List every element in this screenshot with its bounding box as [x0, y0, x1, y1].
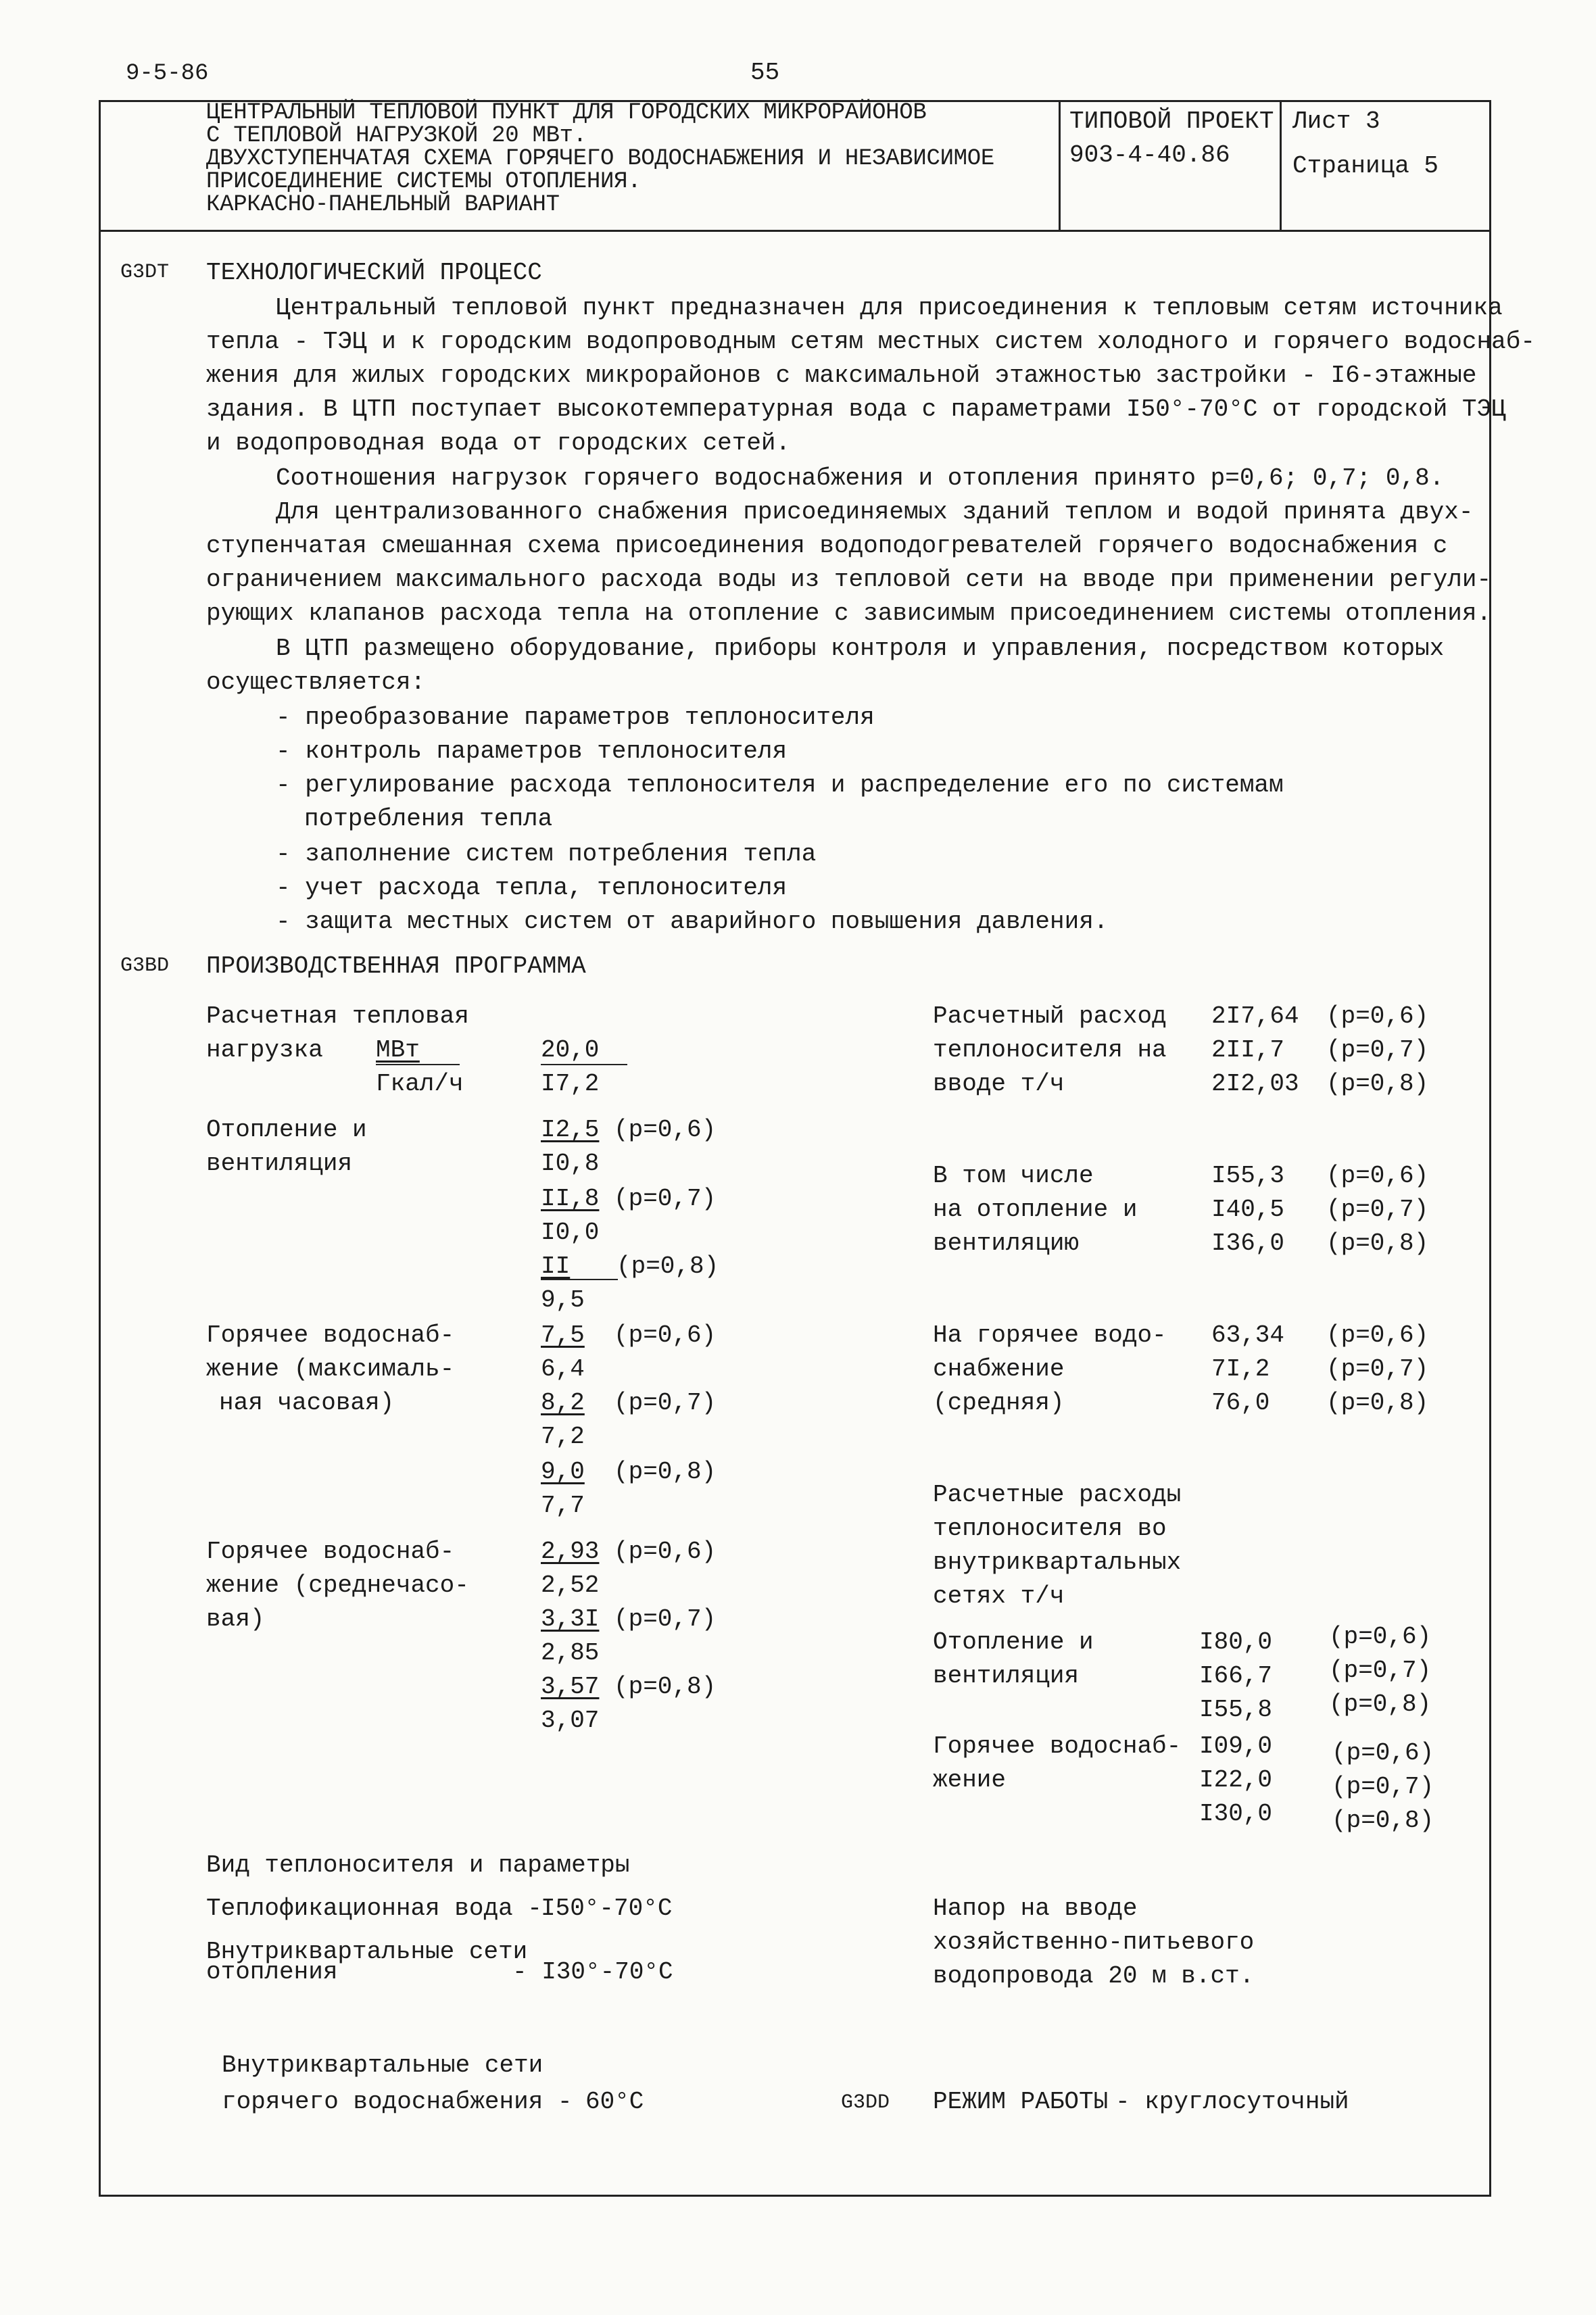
value-mw: 7,5	[541, 1321, 585, 1349]
q-hw-label: Горячее водоснаб-	[933, 1732, 1182, 1760]
title-block-separator	[1059, 100, 1061, 232]
project-label: ТИПОВОЙ ПРОЕКТ	[1069, 107, 1274, 135]
value-mw: 3,57	[541, 1673, 600, 1701]
project-number: 903-4-40.86	[1069, 141, 1230, 169]
ratio-p: (р=0,7)	[614, 1389, 717, 1417]
ratio-p: (р=0,6)	[1326, 1162, 1429, 1190]
q-hw-label: жение	[933, 1766, 1007, 1794]
ratio-p: (р=0,6)	[1326, 1002, 1429, 1030]
sheet-number: Лист 3	[1292, 107, 1380, 135]
title-line: С ТЕПЛОВОЙ НАГРУЗКОЙ 20 МВт.	[206, 123, 587, 149]
ratio-p: (р=0,6)	[614, 1538, 717, 1565]
list-item: - контроль параметров теплоносителя	[276, 737, 788, 765]
ratio-p: (р=0,7)	[1326, 1036, 1429, 1064]
paragraph-line: здания. В ЦТП поступает высокотемпературная вода с параметрами I50°-70°С от городской ТЭЦ	[206, 395, 1506, 423]
value-gcal: 6,4	[541, 1355, 585, 1383]
title-line: ПРИСОЕДИНЕНИЕ СИСТЕМЫ ОТОПЛЕНИЯ.	[206, 169, 642, 195]
heating-label: Отопление и	[206, 1116, 367, 1144]
ratio-p: (р=0,6)	[1332, 1739, 1434, 1767]
heating-label: вентиляция	[206, 1150, 353, 1177]
heating-flow-label: В том числе	[933, 1162, 1094, 1190]
value-gcal: 7,7	[541, 1492, 585, 1519]
value-mw: 9,0	[541, 1458, 585, 1486]
list-item: - защита местных систем от аварийного повышения давления.	[276, 908, 1109, 935]
title-line: ЦЕНТРАЛЬНЫЙ ТЕПЛОВОЙ ПУНКТ ДЛЯ ГОРОДСКИХ МИКРОРАЙОНОВ	[206, 100, 927, 126]
flow-value: I66,7	[1199, 1662, 1273, 1690]
hw-max-label: ная часовая)	[219, 1389, 395, 1417]
inner-heating-label: отопления	[206, 1958, 338, 1986]
district-water-value: I50°-70°С	[541, 1895, 673, 1922]
flow-value: I40,5	[1211, 1196, 1285, 1223]
heating-flow-label: вентиляцию	[933, 1229, 1080, 1257]
ratio-p: (р=0,6)	[1329, 1623, 1432, 1651]
flow-value: I55,3	[1211, 1162, 1285, 1190]
underline	[376, 1064, 460, 1065]
underline	[541, 1279, 618, 1280]
section-code: G3DT	[120, 261, 170, 284]
value-gcal: 2,85	[541, 1639, 600, 1667]
section-code: G3BD	[120, 954, 170, 977]
pressure-text: Напор на вводе	[933, 1895, 1138, 1922]
ratio-p: (р=0,6)	[614, 1116, 717, 1144]
ratio-p: (р=0,8)	[616, 1252, 719, 1280]
ratio-p: (р=0,7)	[1332, 1773, 1434, 1801]
hw-flow-label: снабжение	[933, 1355, 1065, 1383]
flow-value: 76,0	[1211, 1389, 1270, 1417]
paragraph-line: жения для жилых городских микрорайонов с максимальной этажностью застройки - I6-этажные	[206, 362, 1477, 389]
paragraph-line: В ЦТП размещено оборудование, приборы контроля и управления, посредством которых	[276, 635, 1445, 662]
flow-value: I22,0	[1199, 1766, 1273, 1794]
hw-avg-label: Горячее водоснаб-	[206, 1538, 455, 1565]
section-heading: ПРОИЗВОДСТВЕННАЯ ПРОГРАММА	[206, 952, 586, 980]
list-item: потребления тепла	[304, 805, 553, 833]
title-block-separator	[1280, 100, 1282, 232]
unit-gcal: Гкал/ч	[376, 1070, 464, 1098]
ratio-p: (р=0,7)	[1329, 1657, 1432, 1684]
paragraph-line: и водопроводная вода от городских сетей.	[206, 429, 791, 457]
flow-value: 7I,2	[1211, 1355, 1270, 1383]
title-block-title	[206, 101, 994, 216]
ratio-p: (р=0,7)	[614, 1605, 717, 1633]
ratio-p: (р=0,6)	[614, 1321, 717, 1349]
quarter-flow-label: Расчетные расходы	[933, 1481, 1182, 1509]
flow-value: I55,8	[1199, 1696, 1273, 1724]
title-block-divider	[99, 230, 1491, 232]
inner-hw-label: Внутриквартальные сети	[222, 2051, 543, 2079]
load-gcal-value: I7,2	[541, 1070, 600, 1098]
flow-value: I30,0	[1199, 1800, 1273, 1828]
paragraph-line: тепла - ТЭЦ и к городским водопроводным сетям местных систем холодного и горячего водоснаб-	[206, 328, 1535, 356]
inner-hw-label: горячего водоснабжения -	[222, 2088, 573, 2116]
quarter-flow-label: теплоносителя во	[933, 1515, 1167, 1542]
underline	[541, 1064, 627, 1065]
ratio-p: (р=0,7)	[1326, 1355, 1429, 1383]
load-label: нагрузка	[206, 1036, 323, 1064]
paragraph-line: Соотношения нагрузок горячего водоснабжения и отопления принято р=0,6; 0,7; 0,8.	[276, 464, 1445, 492]
list-item: - заполнение систем потребления тепла	[276, 840, 817, 868]
quarter-flow-label: внутриквартальных	[933, 1549, 1182, 1576]
value-gcal: I0,0	[541, 1219, 600, 1246]
flow-value: 63,34	[1211, 1321, 1285, 1349]
district-water-label: Теплофикационная вода -	[206, 1895, 542, 1922]
value-mw: I2,5	[541, 1116, 600, 1144]
quarter-flow-label: сетях т/ч	[933, 1582, 1065, 1610]
hw-max-label: Горячее водоснаб-	[206, 1321, 455, 1349]
value-mw: 8,2	[541, 1389, 585, 1417]
coolant-heading: Вид теплоносителя и параметры	[206, 1851, 630, 1879]
value-mw: 3,3I	[541, 1605, 600, 1633]
load-mw-value: 20,0	[541, 1036, 600, 1064]
flow-value: I80,0	[1199, 1628, 1273, 1656]
value-mw: II	[541, 1252, 571, 1280]
ratio-p: (р=0,8)	[1326, 1070, 1429, 1098]
title-line: КАРКАСНО-ПАНЕЛЬНЫЙ ВАРИАНТ	[206, 192, 560, 218]
heating-flow-label: на отопление и	[933, 1196, 1138, 1223]
load-label: Расчетная тепловая	[206, 1002, 469, 1030]
value-gcal: I0,8	[541, 1150, 600, 1177]
value-gcal: 7,2	[541, 1423, 585, 1451]
unit-mw: МВт	[376, 1036, 420, 1064]
list-item: - регулирование расхода теплоносителя и распределение его по системам	[276, 771, 1284, 799]
inlet-label: вводе т/ч	[933, 1070, 1065, 1098]
paragraph-line: ограничением максимального расхода воды из тепловой сети на вводе при применении регули-	[206, 566, 1492, 593]
hw-flow-label: (средняя)	[933, 1389, 1065, 1417]
section-heading: ТЕХНОЛОГИЧЕСКИЙ ПРОЦЕСС	[206, 259, 542, 287]
page-number: 55	[750, 59, 780, 87]
value-gcal: 3,07	[541, 1707, 600, 1734]
hw-avg-label: жение (среднечасо-	[206, 1571, 469, 1599]
hw-flow-label: На горячее водо-	[933, 1321, 1167, 1349]
flow-value: I09,0	[1199, 1732, 1273, 1760]
q-heating-label: Отопление и	[933, 1628, 1094, 1656]
document-code: 9-5-86	[126, 61, 209, 87]
paragraph-line: Центральный тепловой пункт предназначен для присоединения к тепловым сетям источника	[276, 294, 1503, 322]
value-mw: II,8	[541, 1185, 600, 1213]
ratio-p: (р=0,8)	[614, 1673, 717, 1701]
inner-heating-label: Внутриквартальные сети	[206, 1938, 528, 1966]
ratio-p: (р=0,8)	[614, 1458, 717, 1486]
title-line: ДВУХСТУПЕНЧАТАЯ СХЕМА ГОРЯЧЕГО ВОДОСНАБЖЕНИЯ И НЕЗАВИСИМОЕ	[206, 146, 994, 172]
flow-value: 2II,7	[1211, 1036, 1285, 1064]
value-mw: 2,93	[541, 1538, 600, 1565]
ratio-p: (р=0,8)	[1326, 1229, 1429, 1257]
ratio-p: (р=0,8)	[1332, 1807, 1434, 1834]
mode-label: РЕЖИМ РАБОТЫ	[933, 2088, 1109, 2116]
q-heating-label: вентиляция	[933, 1662, 1080, 1690]
pressure-text: водопровода 20 м в.ст.	[933, 1962, 1255, 1990]
section-code: G3DD	[841, 2091, 890, 2114]
value-gcal: 2,52	[541, 1571, 600, 1599]
value-gcal: 9,5	[541, 1286, 585, 1314]
inlet-label: теплоносителя на	[933, 1036, 1167, 1064]
inlet-label: Расчетный расход	[933, 1002, 1167, 1030]
paragraph-line: ступенчатая смешанная схема присоединения водоподогревателей горячего водоснабжения с	[206, 532, 1448, 560]
flow-value: I36,0	[1211, 1229, 1285, 1257]
paragraph-line: Для централизованного снабжения присоединяемых зданий теплом и водой принята двух-	[276, 498, 1474, 526]
page-label: Страница 5	[1292, 152, 1439, 180]
inner-hw-value: 60°С	[585, 2088, 644, 2116]
paragraph-line: рующих клапанов расхода тепла на отопление с зависимым присоединением системы отопления.	[206, 600, 1492, 627]
ratio-p: (р=0,7)	[1326, 1196, 1429, 1223]
paragraph-line: осуществляется:	[206, 668, 426, 696]
hw-max-label: жение (максималь-	[206, 1355, 455, 1383]
flow-value: 2I7,64	[1211, 1002, 1299, 1030]
mode-value: - круглосуточный	[1115, 2088, 1349, 2116]
list-item: - преобразование параметров теплоносителя	[276, 704, 875, 731]
ratio-p: (р=0,8)	[1329, 1690, 1432, 1718]
hw-avg-label: вая)	[206, 1605, 265, 1633]
inner-heating-value: - I30°-70°С	[512, 1958, 673, 1986]
flow-value: 2I2,03	[1211, 1070, 1299, 1098]
ratio-p: (р=0,8)	[1326, 1389, 1429, 1417]
list-item: - учет расхода тепла, теплоносителя	[276, 874, 788, 902]
pressure-text: хозяйственно-питьевого	[933, 1928, 1255, 1956]
ratio-p: (р=0,7)	[614, 1185, 717, 1213]
ratio-p: (р=0,6)	[1326, 1321, 1429, 1349]
